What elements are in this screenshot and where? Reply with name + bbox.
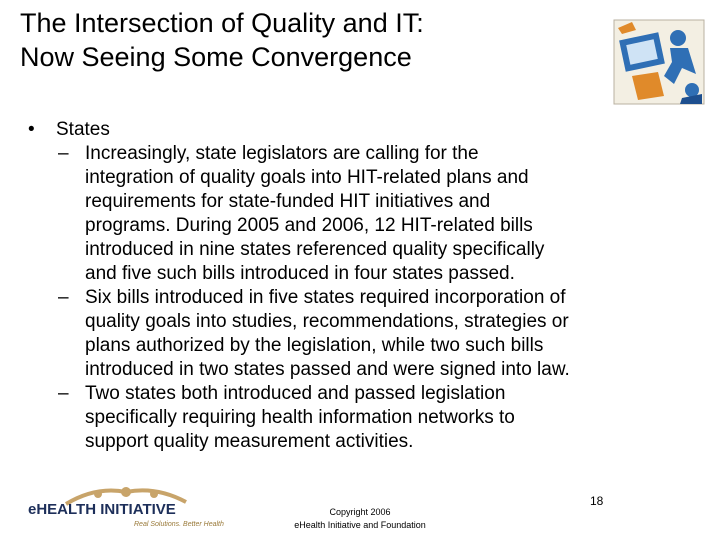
- slide-title: [20, 6, 600, 74]
- sub-bullet-3-line-1: Two states both introduced and passed legislation: [85, 383, 506, 404]
- copyright: [270, 506, 450, 532]
- sub-bullet-1-line-6: and five such bills introduced in four states passed.: [85, 263, 515, 284]
- sub-bullet-1-line-4: programs. During 2005 and 2006, 12 HIT-related bills: [85, 215, 533, 236]
- copyright-line-1: Copyright 2006: [329, 507, 391, 517]
- sub-bullet-2-line-1: Six bills introduced in five states required incorporation of: [85, 287, 566, 308]
- copyright-line-2: eHealth Initiative and Foundation: [294, 520, 426, 530]
- sub-bullet-2: [28, 286, 708, 382]
- sub-bullet-2-line-3: plans authorized by the legislation, while two such bills: [85, 335, 544, 356]
- sub-bullet-1-line-5: introduced in nine states referenced quality specifically: [85, 239, 545, 260]
- sub-bullet-dash: –: [58, 383, 69, 404]
- bullet-dot: •: [28, 119, 35, 140]
- people-computer-clipart-icon: [612, 18, 706, 106]
- slide-body: [28, 118, 708, 454]
- bullet-text: States: [56, 119, 110, 140]
- sub-bullet-1-line-2: integration of quality goals into HIT-related plans and: [85, 167, 529, 188]
- sub-bullet-3-line-3: support quality measurement activities.: [85, 431, 414, 452]
- sub-bullet-dash: –: [58, 143, 69, 164]
- bullet-item: [28, 118, 708, 142]
- sub-bullet-dash: –: [58, 287, 69, 308]
- page-number: 18: [590, 494, 604, 508]
- sub-bullet-1: [28, 142, 708, 286]
- slide-title-line-2: Now Seeing Some Convergence: [20, 42, 412, 72]
- logo-text: eHEALTH INITIATIVE: [28, 501, 176, 518]
- slide-title-line-1: The Intersection of Quality and IT:: [20, 8, 424, 38]
- sub-bullet-1-line-1: Increasingly, state legislators are calling for the: [85, 143, 479, 164]
- sub-bullet-3-line-2: specifically requiring health information networks to: [85, 407, 515, 428]
- sub-bullet-3: [28, 382, 708, 454]
- logo-tagline: Real Solutions. Better Health: [134, 521, 224, 528]
- sub-bullet-2-line-2: quality goals into studies, recommendations, strategies or: [85, 311, 569, 332]
- sub-bullet-1-line-3: requirements for state-funded HIT initiatives and: [85, 191, 491, 212]
- ehealth-initiative-logo: [26, 484, 226, 530]
- sub-bullet-2-line-4: introduced in two states passed and were signed into law.: [85, 359, 570, 380]
